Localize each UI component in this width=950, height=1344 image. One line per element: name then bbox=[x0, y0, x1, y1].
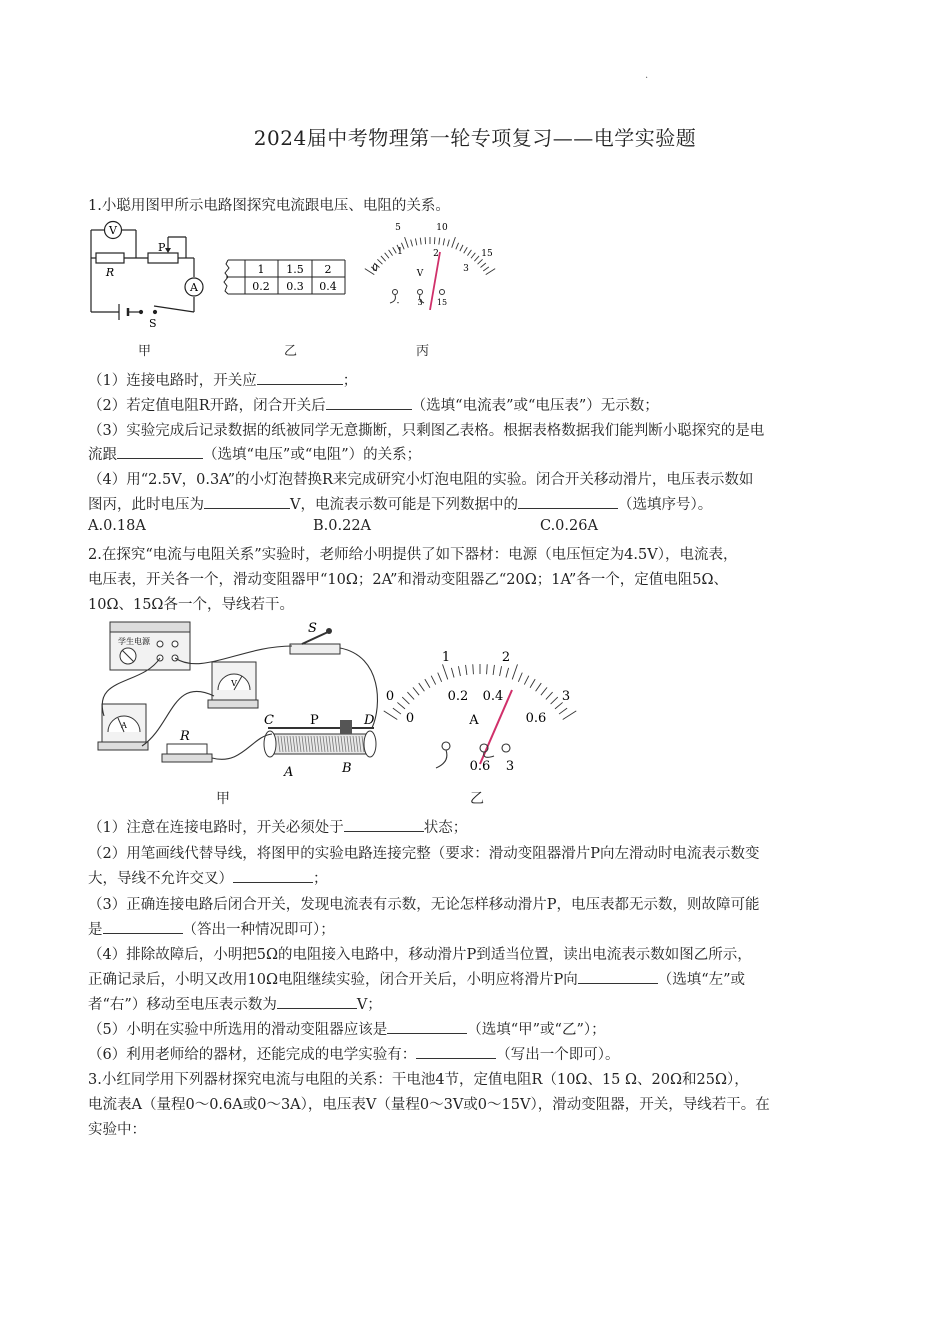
scale-tick bbox=[458, 666, 460, 676]
scale-tick bbox=[402, 697, 409, 704]
table-cell: 2 bbox=[324, 263, 332, 276]
scale-tick bbox=[443, 664, 448, 679]
fig-caption-yi: 乙 bbox=[470, 791, 484, 807]
rheostat-c-label: C bbox=[264, 713, 274, 728]
scale-tick bbox=[443, 238, 444, 245]
scale-tick bbox=[493, 665, 494, 675]
scale-label: 10 bbox=[436, 223, 448, 233]
ammeter-label: A bbox=[121, 721, 127, 730]
q2-stem-1: 2.在探究“电流与电阻关系”实验时，老师给小明提供了如下器材：电源（电压恒定为4.5V），电流表， bbox=[88, 547, 738, 563]
voltmeter bbox=[208, 662, 258, 708]
scale-tick bbox=[456, 243, 459, 249]
q1-part3-cont: 流跟 （选填“电压”或“电阻”）的关系； bbox=[88, 443, 421, 464]
scale-tick bbox=[486, 269, 495, 275]
scale-tick bbox=[385, 253, 389, 258]
answer-blank[interactable] bbox=[233, 868, 313, 883]
scale-tick bbox=[393, 708, 401, 714]
scale-tick bbox=[500, 666, 502, 676]
q1-voltmeter-dial bbox=[360, 218, 500, 310]
scale-label: 3 bbox=[561, 689, 571, 704]
q2-part2-cont: 大，导线不允许交叉） ； bbox=[88, 867, 328, 888]
scale-tick bbox=[506, 668, 509, 678]
answer-blank[interactable] bbox=[416, 1044, 496, 1059]
meter-unit: V bbox=[416, 269, 424, 279]
q2-stem-2: 电压表，开关各一个，滑动变阻器甲“10Ω；2A”和滑动变阻器乙“20Ω；1A”各一个，定值电阻5Ω、 bbox=[88, 572, 728, 588]
scale-tick bbox=[413, 687, 419, 695]
switch bbox=[290, 621, 340, 654]
scale-label: 1 bbox=[397, 247, 403, 257]
q2-part5: （5）小明在实验中所选用的滑动变阻器应该是 （选填“甲”或“乙”）； bbox=[88, 1018, 606, 1039]
scale-tick bbox=[393, 247, 397, 253]
scale-tick bbox=[407, 692, 414, 699]
power-supply-label: 学生电源 bbox=[118, 637, 150, 646]
power-supply bbox=[110, 622, 190, 670]
table-cell: 1.5 bbox=[286, 263, 304, 276]
scale-tick bbox=[478, 259, 483, 264]
q2-stem-3: 10Ω、15Ω各一个，导线若干。 bbox=[88, 597, 294, 613]
scale-tick bbox=[415, 238, 416, 245]
answer-blank[interactable] bbox=[344, 817, 424, 832]
answer-blank[interactable] bbox=[277, 994, 357, 1009]
option-a: A.0.18A bbox=[88, 518, 146, 534]
scale-label: 1 bbox=[441, 650, 451, 665]
q1-part4-cont: 图丙，此时电压为 V，电流表示数可能是下列数据中的 （选填序号）。 bbox=[88, 493, 712, 514]
scale-label: 2 bbox=[433, 249, 439, 259]
scale-tick bbox=[451, 668, 454, 678]
scale-tick bbox=[419, 683, 425, 691]
voltmeter-symbol-label: V bbox=[109, 224, 117, 237]
slider-label: P bbox=[158, 241, 166, 254]
answer-blank[interactable] bbox=[326, 395, 412, 410]
scale-tick bbox=[474, 256, 479, 261]
scale-tick bbox=[438, 673, 442, 682]
q2-apparatus-figure bbox=[82, 616, 382, 784]
scale-tick bbox=[377, 259, 382, 264]
scale-label: 0 bbox=[405, 711, 415, 726]
q1-part4: （4）用“2.5V，0.3A”的小灯泡替换R来完成研究小灯泡电阻的实验。闭合开关移动滑片，电压表示数如 bbox=[88, 472, 754, 488]
q2-part1: （1）注意在连接电路时，开关必须处于 状态； bbox=[88, 816, 467, 837]
table-cell: 0.3 bbox=[286, 280, 304, 293]
scale-tick bbox=[431, 676, 436, 685]
scale-label: 3 bbox=[463, 264, 469, 274]
q2-part4: （4）排除故障后，小明把5Ω的电阻接入电路中，移动滑片P到适当位置，读出电流表示数如图乙所示， bbox=[88, 947, 752, 963]
page-dot: . bbox=[645, 70, 649, 81]
q1-data-table bbox=[220, 256, 350, 298]
meter-unit: A bbox=[469, 713, 479, 728]
scale-tick bbox=[411, 240, 413, 247]
scale-tick bbox=[439, 238, 440, 245]
scale-tick bbox=[420, 238, 421, 245]
q3-line-2: 电流表A（量程0～0.6A或0～3A），电压表V（量程0～3V或0～15V），滑动变阻器，开关，导线若干。在 bbox=[88, 1097, 770, 1113]
scale-tick bbox=[466, 665, 467, 675]
scale-tick bbox=[536, 683, 542, 691]
terminal-label: 3 bbox=[417, 298, 423, 307]
q2-part6: （6）利用老师给的器材，还能完成的电学实验有： （写出一个即可）。 bbox=[88, 1043, 619, 1064]
scale-tick bbox=[460, 245, 463, 251]
resistor-label: R bbox=[105, 266, 115, 279]
q3-line-3: 实验中： bbox=[88, 1122, 146, 1138]
answer-blank[interactable] bbox=[103, 919, 183, 934]
fixed-resistor bbox=[162, 729, 212, 762]
table-cell: 0.4 bbox=[319, 280, 337, 293]
q1-part2: （2）若定值电阻R开路，闭合开关后 （选填“电流表”或“电压表”）无示数； bbox=[88, 394, 659, 415]
scale-label: 0.2 bbox=[447, 689, 469, 704]
q2-part3: （3）正确连接电路后闭合开关，发现电流表有示数，无论怎样移动滑片P，电压表都无示数，则故障可能 bbox=[88, 897, 760, 913]
scale-tick bbox=[381, 256, 386, 261]
scale-tick bbox=[512, 664, 517, 679]
terminal-label: 0.6 bbox=[469, 759, 491, 774]
scale-tick bbox=[541, 687, 547, 695]
table-cell: 1 bbox=[257, 263, 265, 276]
rheostat bbox=[264, 713, 376, 780]
scale-tick bbox=[546, 692, 553, 699]
scale-tick bbox=[384, 711, 398, 720]
voltmeter-label: V bbox=[231, 679, 237, 688]
table-cell: 0.2 bbox=[252, 280, 270, 293]
switch-label: S bbox=[308, 621, 317, 636]
q3-line-1: 3.小红同学用下列器材探究电流与电阻的关系：干电池4节，定值电阻R（10Ω、15 Ω、20Ω和25Ω）， bbox=[88, 1072, 749, 1088]
scale-tick bbox=[405, 237, 409, 248]
scale-label: 15 bbox=[481, 249, 493, 259]
q2-part4-cont: 正确记录后，小明又改用10Ω电阻继续实验，闭合开关后，小明应将滑片P向 （选填“左”或 bbox=[88, 968, 745, 989]
answer-blank[interactable] bbox=[578, 969, 658, 984]
fig-caption-jia: 甲 bbox=[216, 791, 230, 807]
answer-blank[interactable] bbox=[117, 444, 203, 459]
terminal-label: 3 bbox=[505, 759, 515, 774]
scale-label: 2 bbox=[501, 650, 511, 665]
scale-label: 0 bbox=[385, 689, 395, 704]
scale-tick bbox=[551, 697, 558, 704]
answer-blank[interactable] bbox=[518, 494, 618, 509]
fig-caption-jia: 甲 bbox=[138, 344, 152, 359]
scale-tick bbox=[483, 267, 489, 271]
page-title: 2024届中考物理第一轮专项复习——电学实验题 bbox=[253, 126, 697, 150]
scale-label: 5 bbox=[395, 223, 401, 233]
rheostat-b-label: B bbox=[342, 761, 352, 776]
resistor-label: R bbox=[180, 729, 190, 744]
scale-tick bbox=[524, 676, 529, 685]
scale-tick bbox=[518, 673, 522, 682]
q2-ammeter-dial bbox=[380, 644, 580, 774]
q1-part3: （3）实验完成后记录数据的纸被同学无意撕断，只剩图乙表格。根据表格数据我们能判断小聪探究的是电 bbox=[88, 423, 765, 439]
rheostat-d-label: D bbox=[364, 713, 375, 728]
scale-tick bbox=[464, 247, 468, 253]
answer-blank[interactable] bbox=[257, 370, 343, 385]
q1-stem: 1.小聪用图甲所示电路图探究电流跟电压、电阻的关系。 bbox=[88, 198, 450, 214]
option-b: B.0.22A bbox=[313, 518, 372, 534]
scale-tick bbox=[389, 250, 393, 256]
scale-tick bbox=[452, 237, 456, 248]
fig-caption-bing: 丙 bbox=[416, 344, 430, 359]
scale-label: 0 bbox=[372, 264, 378, 274]
ammeter-symbol-label: A bbox=[190, 281, 198, 294]
scale-label: 0.4 bbox=[482, 689, 504, 704]
ammeter bbox=[98, 704, 148, 750]
q2-part3-cont: 是 （答出一种情况即可）； bbox=[88, 918, 335, 939]
answer-blank[interactable] bbox=[204, 494, 290, 509]
q1-part1: （1）连接电路时，开关应 ； bbox=[88, 369, 357, 390]
scale-tick bbox=[480, 263, 485, 268]
q2-part4-cont2: 者“右”）移动至电压表示数为 V； bbox=[88, 993, 382, 1014]
q2-part2: （2）用笔画线代替导线，将图甲的实验电路连接完整（要求：滑动变阻器滑片P向左滑动时电流表示数变 bbox=[88, 846, 760, 862]
scale-tick bbox=[397, 702, 405, 708]
scale-tick bbox=[425, 679, 430, 688]
scale-tick bbox=[447, 240, 449, 247]
terminal-label: 15 bbox=[436, 298, 448, 307]
q1-circuit-diagram bbox=[86, 220, 211, 332]
answer-blank[interactable] bbox=[387, 1019, 467, 1034]
scale-tick bbox=[471, 253, 475, 258]
scale-tick bbox=[473, 664, 474, 674]
scale-tick bbox=[530, 679, 535, 688]
scale-tick bbox=[559, 708, 567, 714]
scale-tick bbox=[487, 664, 488, 674]
rheostat-p-label: P bbox=[310, 713, 319, 728]
scale-tick bbox=[563, 711, 577, 720]
rheostat-a-label: A bbox=[284, 765, 294, 780]
terminal-label: - bbox=[396, 298, 400, 307]
scale-tick bbox=[467, 250, 471, 256]
fig-caption-yi: 乙 bbox=[284, 344, 298, 359]
switch-label: S bbox=[149, 317, 157, 330]
option-c: C.0.26A bbox=[540, 518, 598, 534]
scale-label: 0.6 bbox=[525, 711, 547, 726]
